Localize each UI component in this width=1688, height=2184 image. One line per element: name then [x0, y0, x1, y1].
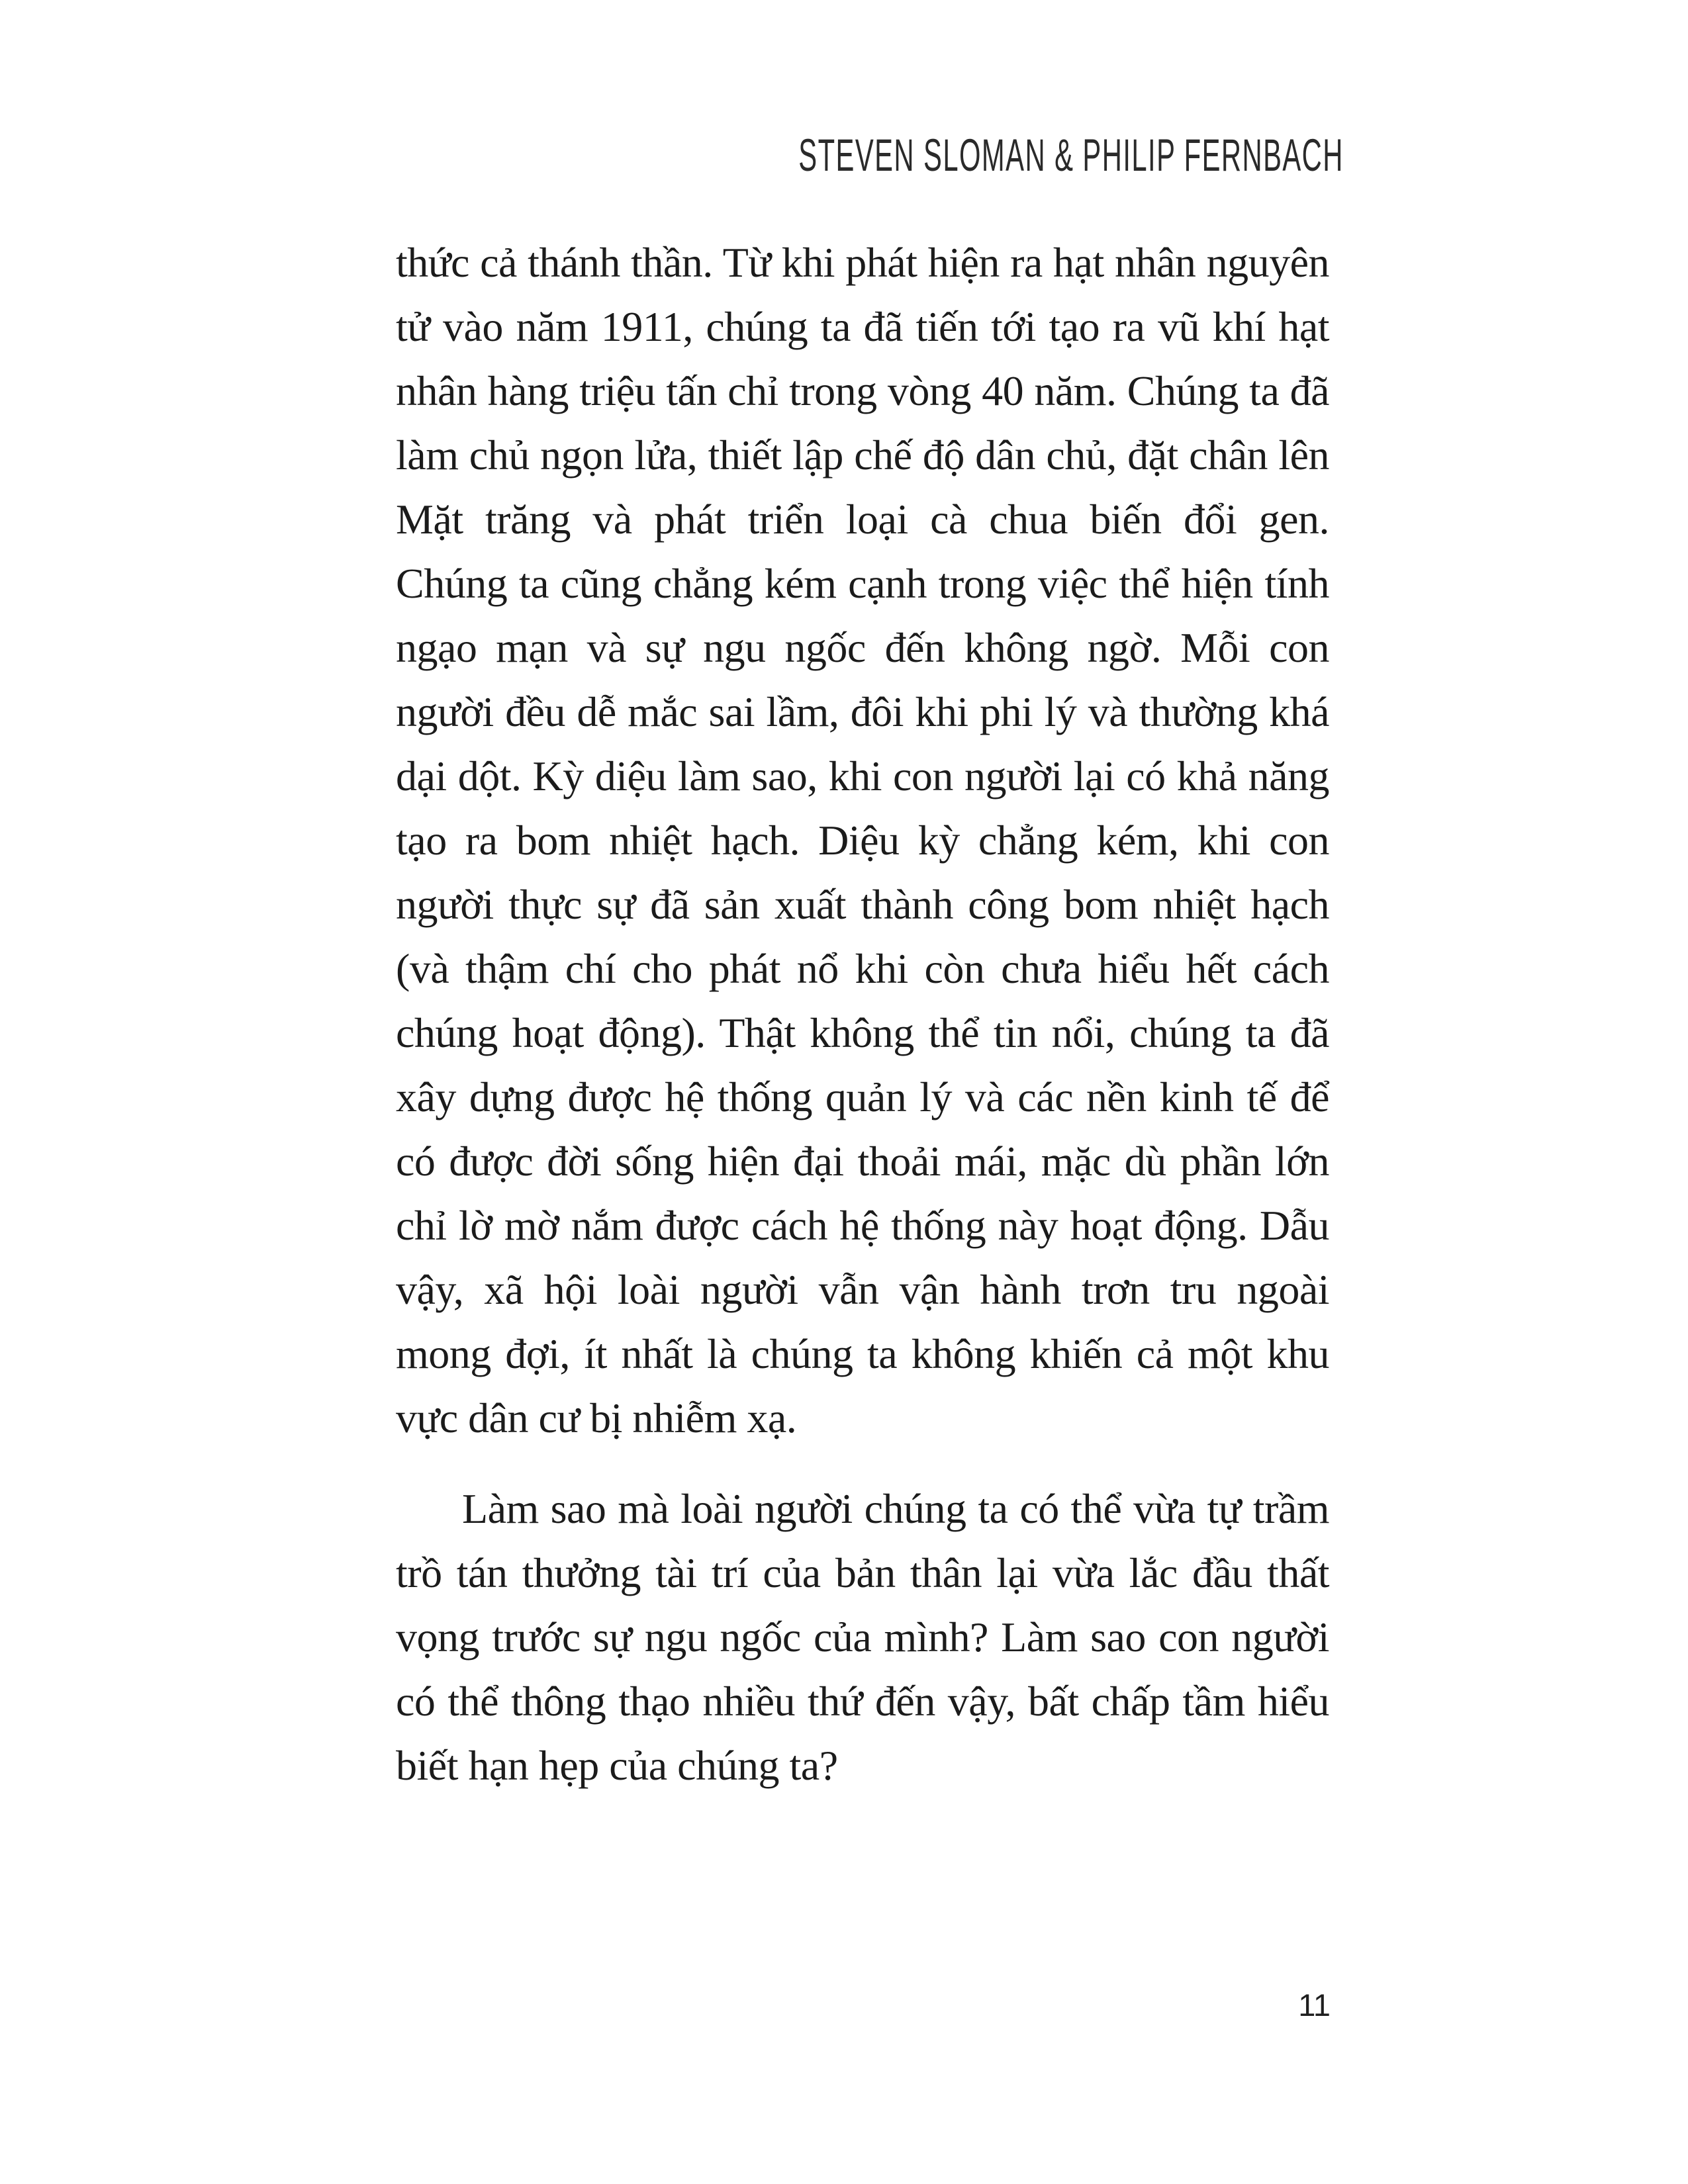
paragraph-continuation: thức cả thánh thần. Từ khi phát hiện ra hạt nhân nguyên tử vào năm 1911, chúng ta đã tiến tới tạo ra vũ khí hạt nhân hàng triệu tấn chỉ trong vòng 40 năm. Chúng ta đã làm chủ ngọn lửa, thiết lập chế độ dân chủ, đặt chân lên Mặt trăng và phát triển loại cà chua biến đổi gen. Chúng ta cũng chẳng kém cạnh trong việc thể hiện tính ngạo mạn và sự ngu ngốc đến không ngờ. Mỗi con người đều dễ mắc sai lầm, đôi khi phi lý và thường khá dại dột. Kỳ diệu làm sao, khi con người lại có khả năng tạo ra bom nhiệt hạch. Diệu kỳ chẳng kém, khi con người thực sự đã sản xuất thành công bom nhiệt hạch (và thậm chí cho phát nổ khi còn chưa hiểu hết cách chúng hoạt động). Thật không thể tin nổi, chúng ta đã xây dựng được hệ thống quản lý và các nền kinh tế để có được đời sống hiện đại thoải mái, mặc dù phần lớn chỉ lờ mờ nắm được cách hệ thống này hoạt động. Dẫu vậy, xã hội loài người vẫn vận hành trơn tru ngoài mong đợi, ít nhất là chúng ta không khiến cả một khu vực dân cư bị nhiễm xạ.: [396, 239, 1329, 1441]
running-header-authors: STEVEN SLOMAN & PHILIP FERNBACH: [798, 130, 1344, 181]
page-number: 11: [1298, 1987, 1331, 2023]
body-text: [396, 230, 1329, 1797]
paragraph-new: Làm sao mà loài người chúng ta có thể vừa tự trầm trồ tán thưởng tài trí của bản thân lại vừa lắc đầu thất vọng trước sự ngu ngốc của mình? Làm sao con người có thể thông thạo nhiều thứ đến vậy, bất chấp tầm hiểu biết hạn hẹp của chúng ta?: [396, 1485, 1329, 1789]
